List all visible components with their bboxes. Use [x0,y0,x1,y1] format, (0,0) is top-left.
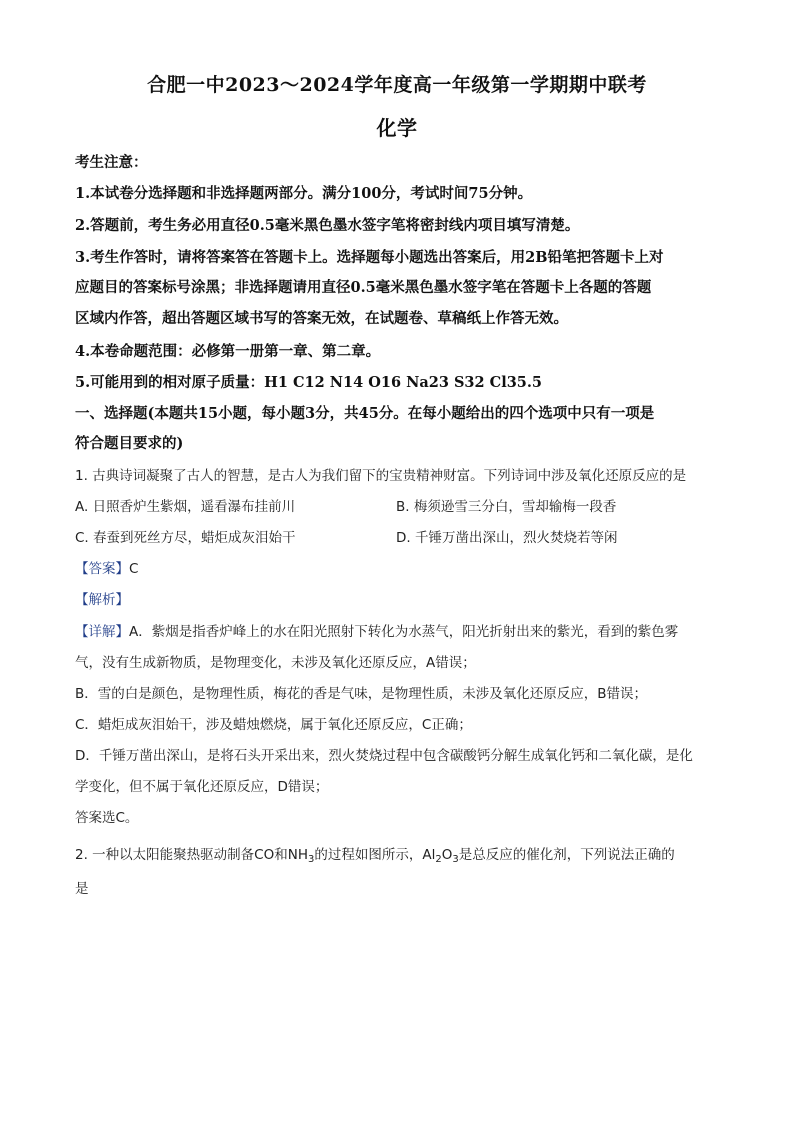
question-2-stem [75,843,725,865]
q2-text: 的过程如图所示，Al [314,847,436,863]
question-2-stem-cont: 是 [75,881,89,897]
q1-answer [75,557,725,577]
explanation-text: A．紫烟是指香炉峰上的水在阳光照射下转化为水蒸气，阳光折射出来的紫光，看到的紫色雾 [129,624,679,640]
q2-text: 是总反应的催化剂，下列说法正确的 [458,847,675,863]
q1-option-b: B. 梅须逊雪三分白，雪却输梅一段香 [396,499,617,515]
q2-subscript: 3 [452,854,459,865]
q1-option-a: A. 日照香炉生紫烟，遥看瀑布挂前川 [75,499,296,515]
q1-option-d: D. 千锤万凿出深山，烈火焚烧若等闲 [396,530,618,546]
q1-explanation-line: C．蜡炬成灰泪始干，涉及蜡烛燃烧，属于氧化还原反应，C正确； [75,717,472,733]
q1-explanation-line [75,620,725,640]
q1-explanation-line: D．千锤万凿出深山，是将石头开采出来，烈火焚烧过程中包含碳酸钙分解生成氧化钙和二氧化碳，是化 [75,748,693,764]
q1-explanation-line: 学变化，但不属于氧化还原反应，D错误； [75,779,329,795]
q2-text: 2. 一种以太阳能聚热驱动制备CO和NH [75,847,308,863]
q2-subscript: 2 [435,854,442,865]
q1-explanation-line: 气，没有生成新物质，是物理变化，未涉及氧化还原反应，A错误； [75,655,476,671]
notice-item: 3.考生作答时，请将答案答在答题卡上。选择题每小题选出答案后，用2B铅笔把答题卡上对 [75,249,664,266]
notice-item: 5.可能用到的相对原子质量：H1 C12 N14 O16 Na23 S32 Cl35.5 [75,374,543,391]
question-1-stem: 1. 古典诗词凝聚了古人的智慧，是古人为我们留下的宝贵精神财富。下列诗词中涉及氧化还原反应的是 [75,468,687,484]
notice-heading: 考生注意： [75,154,148,171]
notice-item: 2.答题前，考生务必用直径0.5毫米黑色墨水签字笔将密封线内项目填写清楚。 [75,217,580,234]
subject-title: 化学 [376,116,418,140]
notice-item: 应题目的答案标号涂黑；非选择题请用直径0.5毫米黑色墨水签字笔在答题卡上各题的答题 [75,279,652,296]
q1-explanation-line: B．雪的白是颜色，是物理性质，梅花的香是气味，是物理性质，未涉及氧化还原反应，B错误； [75,686,648,702]
exam-title: 合肥一中2023～2024学年度高一年级第一学期期中联考 [147,74,647,96]
analysis-tag: 【解析】 [75,592,129,608]
notice-item: 4.本卷命题范围：必修第一册第一章、第二章。 [75,343,381,360]
q1-option-c: C. 春蚕到死丝方尽，蜡炬成灰泪始干 [75,530,296,546]
notice-item: 区域内作答，超出答题区域书写的答案无效，在试题卷、草稿纸上作答无效。 [75,310,568,327]
detail-tag: 【详解】 [75,624,129,640]
q1-conclusion: 答案选C。 [75,810,139,826]
section-heading: 一、选择题(本题共15小题，每小题3分，共45分。在每小题给出的四个选项中只有一项是 [75,405,655,422]
notice-item: 1.本试卷分选择题和非选择题两部分。满分100分，考试时间75分钟。 [75,185,533,202]
q2-text: O [441,847,453,863]
answer-value: C [129,561,139,577]
section-heading-cont: 符合题目要求的) [75,435,184,452]
answer-tag: 【答案】 [75,561,129,577]
q2-subscript: 3 [307,854,315,865]
